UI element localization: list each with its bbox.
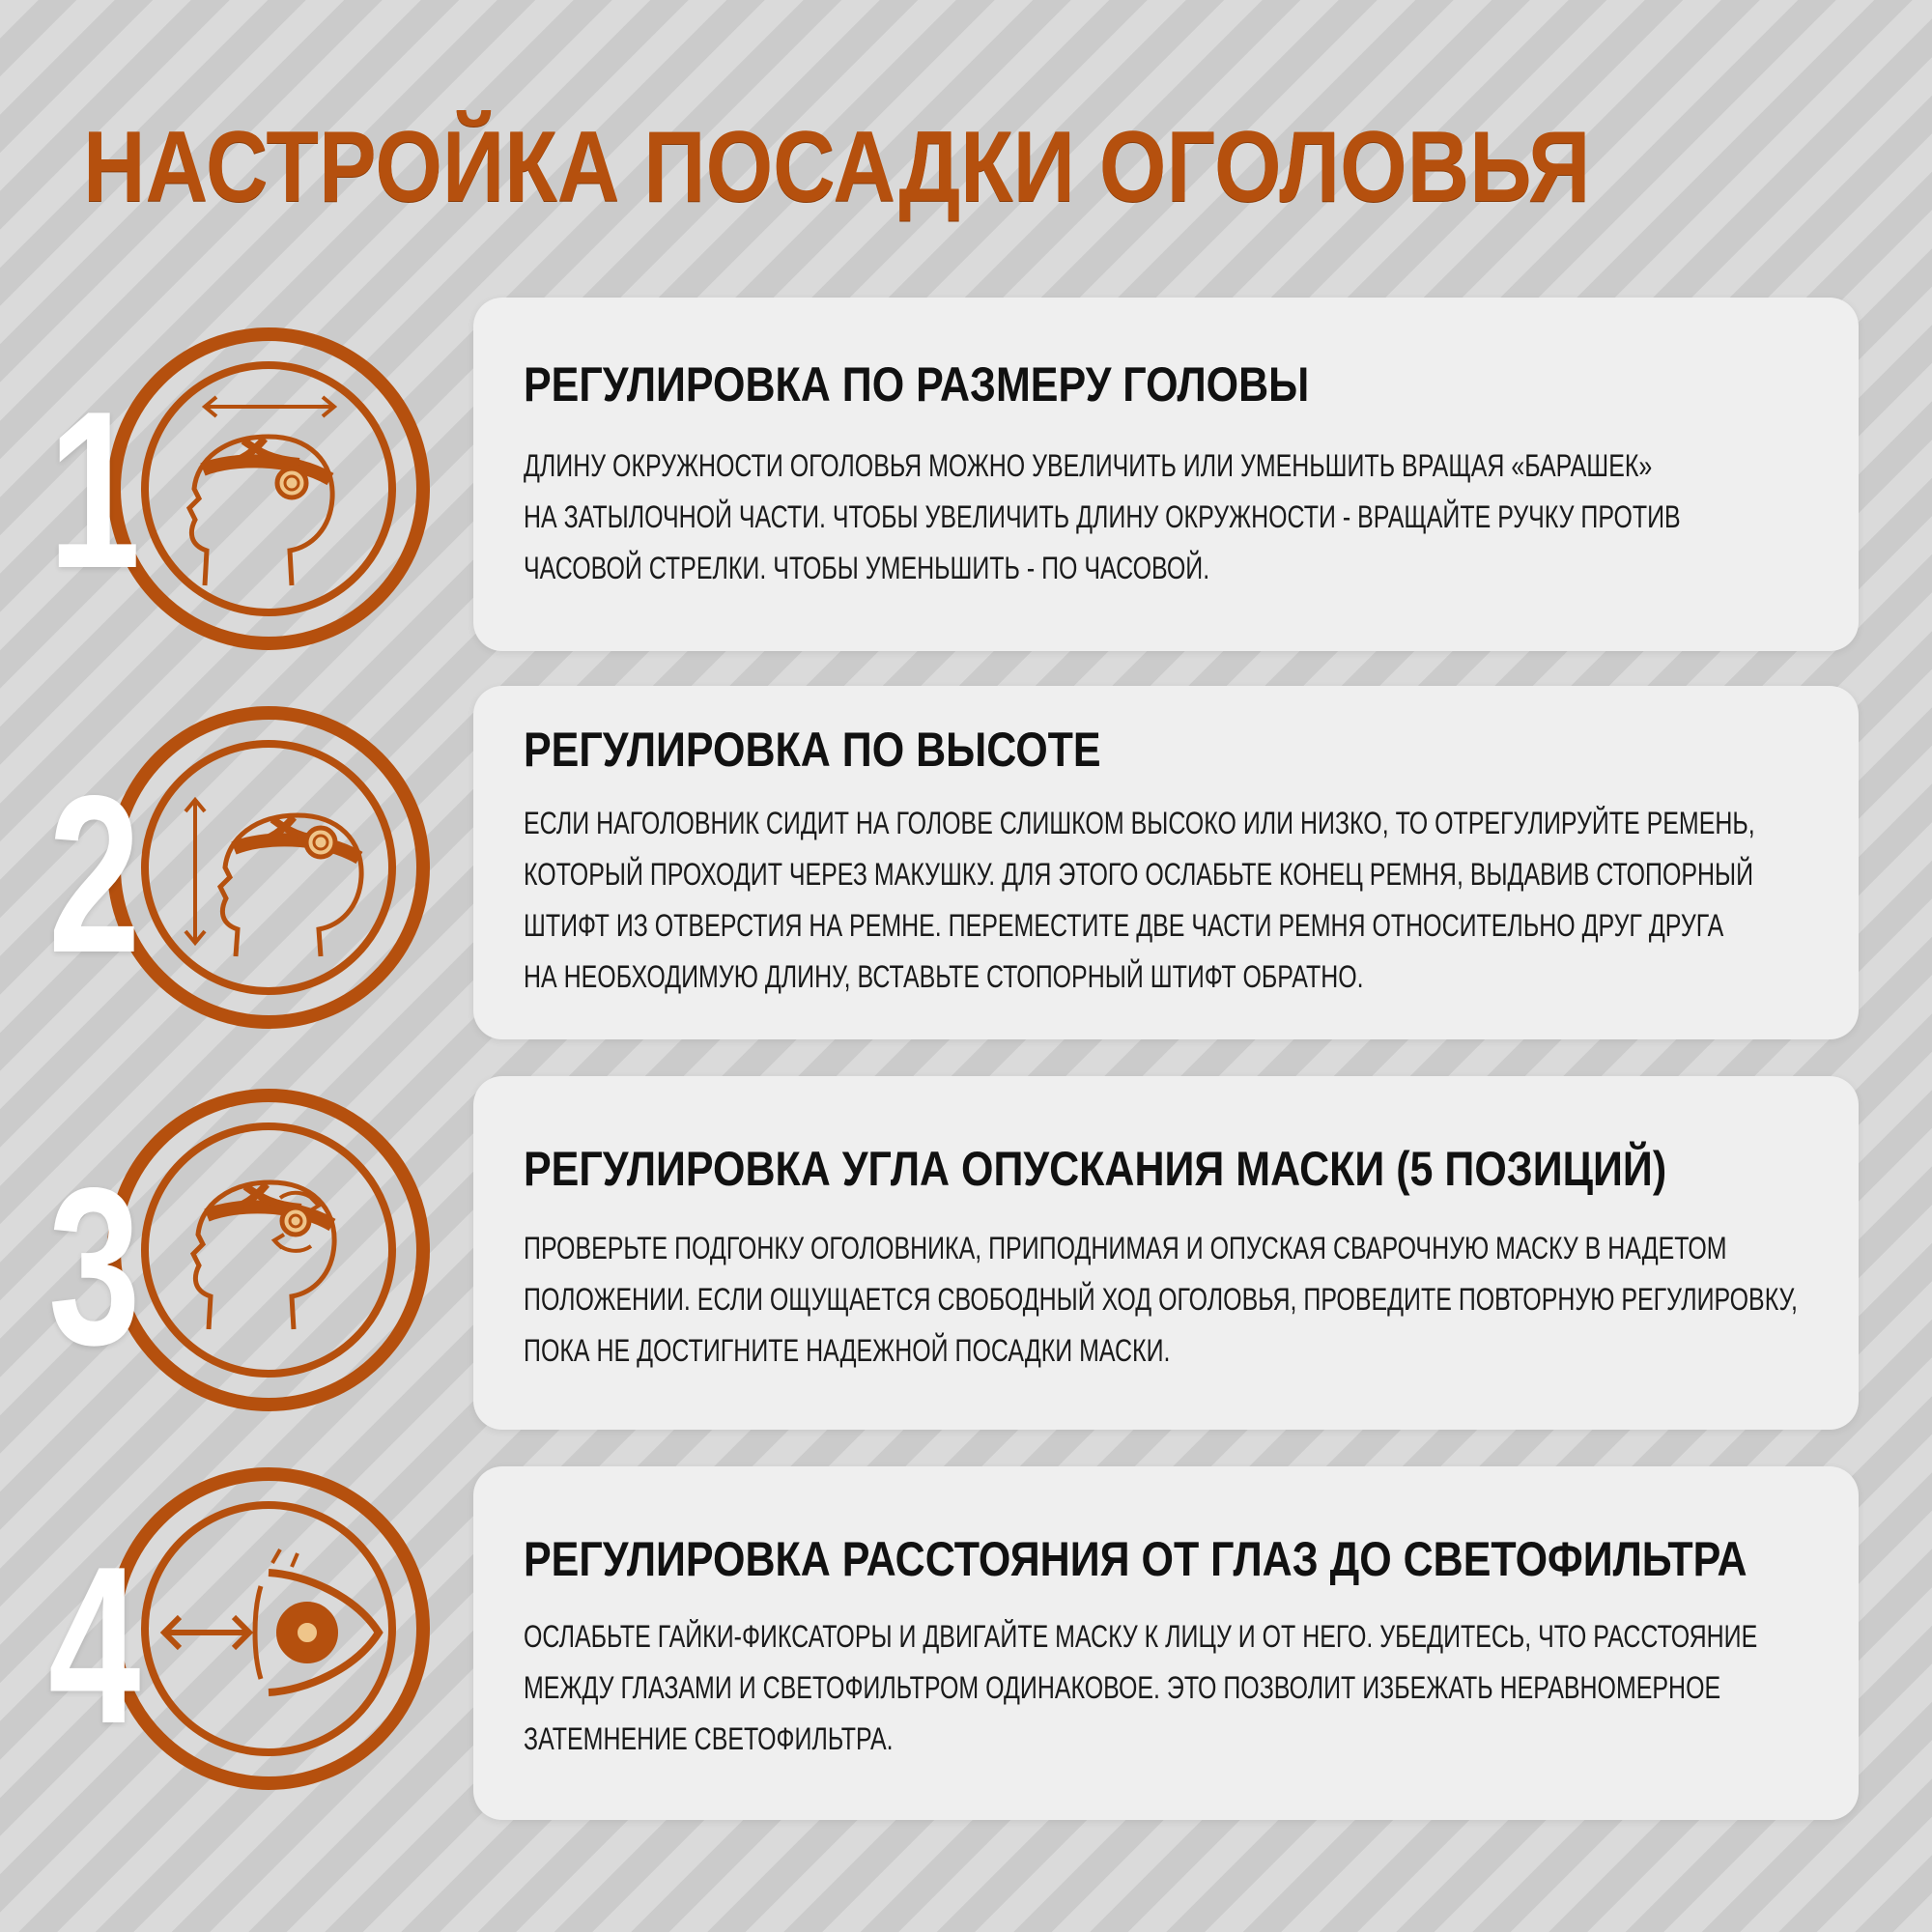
step-heading: РЕГУЛИРОВКА ПО ВЫСОТЕ xyxy=(524,723,1101,777)
page-title: НАСТРОЙКА ПОСАДКИ ОГОЛОВЬЯ xyxy=(83,111,1591,223)
description-line: ЗАТЕМНЕНИЕ СВЕТОФИЛЬТРА. xyxy=(524,1721,894,1756)
description-line: КОТОРЫЙ ПРОХОДИТ ЧЕРЕЗ МАКУШКУ. ДЛЯ ЭТОГО ОСЛАБЬТЕ КОНЕЦ РЕМНЯ, ВЫДАВИВ СТОПОРНЫЙ xyxy=(524,857,1754,892)
step-4-badge xyxy=(0,1466,464,1820)
description-line: ЧАСОВОЙ СТРЕЛКИ. ЧТОБЫ УМЕНЬШИТЬ - ПО ЧАСОВОЙ. xyxy=(524,551,1210,585)
step-heading: РЕГУЛИРОВКА ПО РАЗМЕРУ ГОЛОВЫ xyxy=(524,357,1310,412)
step-number: 1 xyxy=(48,365,141,615)
description-line: ЕСЛИ НАГОЛОВНИК СИДИТ НА ГОЛОВЕ СЛИШКОМ ВЫСОКО ИЛИ НИЗКО, ТО ОТРЕГУЛИРУЙТЕ РЕМЕНЬ, xyxy=(524,806,1755,840)
step-2-badge xyxy=(0,686,464,1039)
step-1 xyxy=(0,298,1932,651)
step-description xyxy=(524,798,1755,1003)
step-number: 4 xyxy=(48,1520,141,1771)
step-3-badge xyxy=(0,1076,464,1430)
step-card xyxy=(473,1466,1859,1820)
description-line: ПОКА НЕ ДОСТИГНИТЕ НАДЕЖНОЙ ПОСАДКИ МАСКИ. xyxy=(524,1333,1171,1368)
step-4 xyxy=(0,1466,1932,1820)
step-3 xyxy=(0,1076,1932,1430)
description-line: ОСЛАБЬТЕ ГАЙКИ-ФИКСАТОРЫ И ДВИГАЙТЕ МАСКУ К ЛИЦУ И ОТ НЕГО. УБЕДИТЕСЬ, ЧТО РАССТОЯНИЕ xyxy=(524,1619,1758,1654)
step-heading: РЕГУЛИРОВКА РАССТОЯНИЯ ОТ ГЛАЗ ДО СВЕТОФИЛЬТРА xyxy=(524,1532,1747,1586)
step-description xyxy=(524,1611,1757,1765)
description-line: ПРОВЕРЬТЕ ПОДГОНКУ ОГОЛОВНИКА, ПРИПОДНИМАЯ И ОПУСКАЯ СВАРОЧНУЮ МАСКУ В НАДЕТОМ xyxy=(524,1231,1727,1265)
step-card xyxy=(473,1076,1859,1430)
step-card xyxy=(473,298,1859,651)
description-line: ПОЛОЖЕНИИ. ЕСЛИ ОЩУЩАЕТСЯ СВОБОДНЫЙ ХОД ОГОЛОВЬЯ, ПРОВЕДИТЕ ПОВТОРНУЮ РЕГУЛИРОВКУ, xyxy=(524,1282,1798,1317)
description-line: ШТИФТ ИЗ ОТВЕРСТИЯ НА РЕМНЕ. ПЕРЕМЕСТИТЕ ДВЕ ЧАСТИ РЕМНЯ ОТНОСИТЕЛЬНО ДРУГ ДРУГА xyxy=(524,908,1724,943)
step-description xyxy=(524,1223,1798,1377)
description-line: НА НЕОБХОДИМУЮ ДЛИНУ, ВСТАВЬТЕ СТОПОРНЫЙ ШТИФТ ОБРАТНО. xyxy=(524,959,1364,994)
description-line: НА ЗАТЫЛОЧНОЙ ЧАСТИ. ЧТОБЫ УВЕЛИЧИТЬ ДЛИНУ ОКРУЖНОСТИ - ВРАЩАЙТЕ РУЧКУ ПРОТИВ xyxy=(524,499,1681,534)
step-number: 3 xyxy=(48,1142,141,1392)
step-description xyxy=(524,440,1681,594)
step-heading: РЕГУЛИРОВКА УГЛА ОПУСКАНИЯ МАСКИ (5 ПОЗИЦИЙ) xyxy=(524,1142,1667,1196)
step-card xyxy=(473,686,1859,1039)
description-line: МЕЖДУ ГЛАЗАМИ И СВЕТОФИЛЬТРОМ ОДИНАКОВОЕ. ЭТО ПОЗВОЛИТ ИЗБЕЖАТЬ НЕРАВНОМЕРНОЕ xyxy=(524,1670,1721,1705)
description-line: ДЛИНУ ОКРУЖНОСТИ ОГОЛОВЬЯ МОЖНО УВЕЛИЧИТЬ ИЛИ УМЕНЬШИТЬ ВРАЩАЯ «БАРАШЕК» xyxy=(524,448,1653,483)
step-2 xyxy=(0,686,1932,1039)
step-number: 2 xyxy=(48,750,141,1000)
step-1-badge xyxy=(0,298,464,651)
